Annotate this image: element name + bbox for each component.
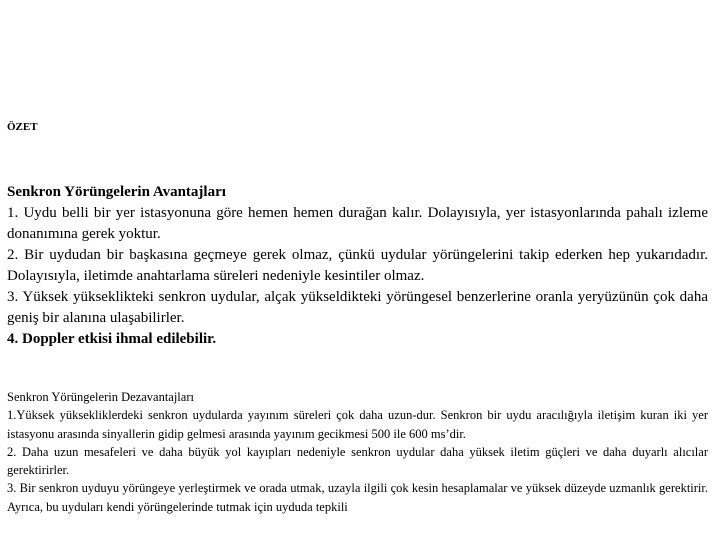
disadvantage-item-1: 1.Yüksek yüksekliklerdeki senkron uydularda yayınım süreleri çok daha uzun-dur. Senkron bir uydu aracılığıyla iletişim kuran iki yer istasyonu arasında sinyallerin gidip gelmesi arasında yayınım gecikmesi 500 ile 600 ms’dir. bbox=[7, 408, 708, 441]
disadvantage-item-3: 3. Bir senkron uyduyu yörüngeye yerleştirmek ve orada utmak, uzayla ilgili çok kesin hesaplamalar ve yüksek düzeyde uzmanlık gerektirir. Ayrıca, bu uyduları kendi yörüngelerinde tutmak için uyduda tepkili bbox=[7, 481, 708, 514]
advantage-item-1: 1. Uydu belli bir yer istasyonuna göre hemen hemen durağan kalır. Dolayısıyla, yer istasyonlarında pahalı izleme donanımına gerek yoktur. bbox=[7, 205, 708, 242]
advantages-heading: Senkron Yörüngelerin Avantajları bbox=[7, 184, 226, 200]
disadvantages-section bbox=[7, 388, 708, 516]
advantage-item-4: 4. Doppler etkisi ihmal edilebilir. bbox=[7, 331, 217, 347]
advantage-item-2: 2. Bir uydudan bir başkasına geçmeye gerek olmaz, çünkü uydular yörüngelerini takip ederken hep yukarıdadır. Dolayısıyla, iletimde anahtarlama süreleri nedeniyle kesintiler olmaz. bbox=[7, 247, 708, 284]
advantages-section bbox=[7, 182, 708, 350]
disadvantages-heading: Senkron Yörüngelerin Dezavantajları bbox=[7, 390, 194, 404]
summary-label: ÖZET bbox=[7, 121, 38, 133]
advantage-item-3: 3. Yüksek yükseklikteki senkron uydular, alçak yükseldikteki yörüngesel benzerlerine oranla yeryüzünün çok daha geniş bir alanına ulaşabilirler. bbox=[7, 289, 708, 326]
disadvantage-item-2: 2. Daha uzun mesafeleri ve daha büyük yol kayıpları nedeniyle senkron uydular daha yüksek iletim güçleri ve daha duyarlı alıcılar gerektirirler. bbox=[7, 444, 708, 478]
